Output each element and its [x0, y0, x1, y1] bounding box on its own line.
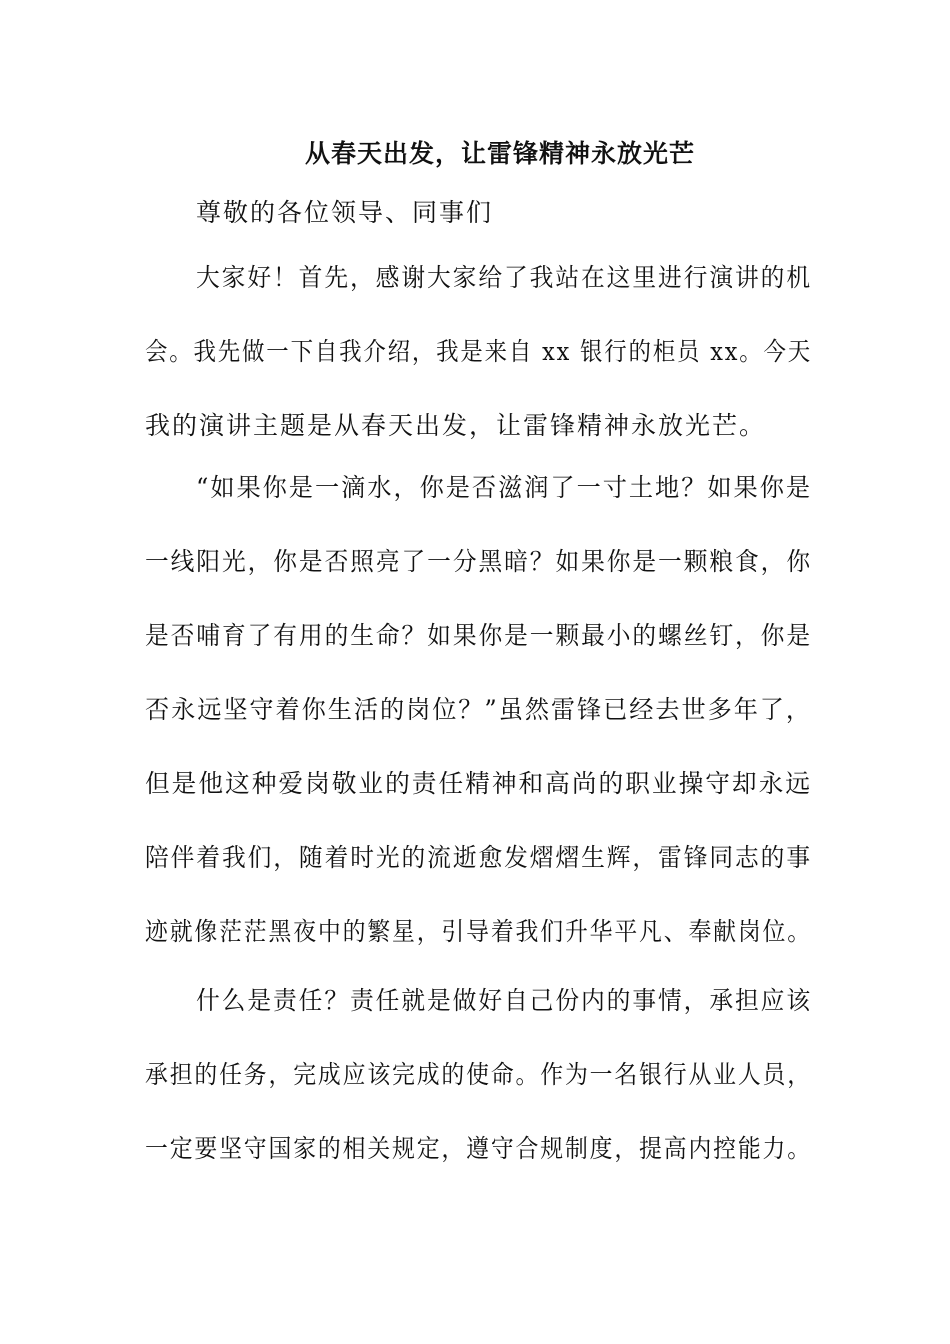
- paragraph-line: 大家好！首先，感谢大家给了我站在这里进行演讲的机: [196, 263, 813, 292]
- paragraph-line: 是否哺育了有用的生命？如果你是一颗最小的螺丝钉，你是: [145, 621, 812, 650]
- paragraph-line: 我的演讲主题是从春天出发，让雷锋精神永放光芒。: [145, 411, 767, 440]
- document-title: 从春天出发，让雷锋精神永放光芒: [305, 139, 696, 168]
- paragraph-line: 一线阳光，你是否照亮了一分黑暗？如果你是一颗粮食，你: [145, 547, 812, 576]
- salutation: 尊敬的各位领导、同事们: [196, 198, 494, 227]
- paragraph-line: “如果你是一滴水，你是否滋润了一寸土地？如果你是: [196, 473, 813, 502]
- paragraph-line: 一定要坚守国家的相关规定，遵守合规制度，提高内控能力。: [145, 1134, 812, 1163]
- paragraph-line: 陪伴着我们，随着时光的流逝愈发熠熠生辉，雷锋同志的事: [145, 843, 812, 872]
- paragraph-line: 什么是责任？责任就是做好自己份内的事情，承担应该: [196, 986, 813, 1015]
- paragraph-line: 迹就像茫茫黑夜中的繁星，引导着我们升华平凡、奉献岗位。: [145, 917, 812, 946]
- paragraph-line: 但是他这种爱岗敬业的责任精神和高尚的职业操守却永远: [145, 769, 812, 798]
- paragraph-line: 会。我先做一下自我介绍，我是来自 xx 银行的柜员 xx。今天: [145, 337, 812, 366]
- paragraph-line: 否永远坚守着你生活的岗位？”虽然雷锋已经去世多年了，: [145, 695, 813, 724]
- paragraph-line: 承担的任务，完成应该完成的使命。作为一名银行从业人员，: [145, 1060, 812, 1089]
